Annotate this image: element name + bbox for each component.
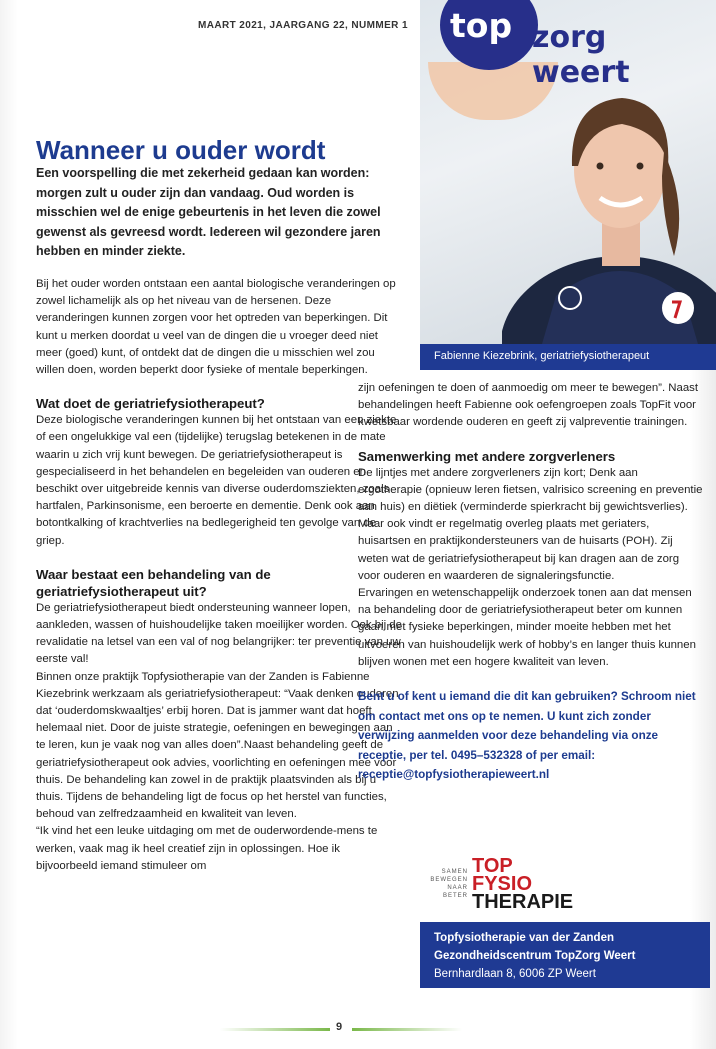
logo-therapie: THERAPIE [472, 891, 574, 913]
footer-rule-left [220, 1028, 330, 1031]
footer-rule-right [352, 1028, 462, 1031]
logo-top: TOP [472, 855, 513, 877]
health-centre-name: Gezondheidscentrum TopZorg Weert [434, 950, 636, 962]
contact-call-to-action: Bent u of kent u iemand die dit kan gebruiken? Schroom niet om contact met ons op te nemen. U kunt zich zonder verwijzing aanmelden voor deze behandeling via onze receptie, per tel. 0495–532328 of per email: receptie@topfysiotherapieweert.nl [358, 690, 696, 782]
paragraph-specialist: Deze biologische veranderingen kunnen bij het ontstaan van een ziekte of een ongelukkige val een (tijdelijke) terugslag betekenen in de mate waarin u zich vrij kunt bewegen. De geriatriefysiotherapeut is gespecialiseerd in het behandelen en begeleiden van ouderen en beschikt over uitgebreide kennis van diverse ouderdomsziekten, zoals hartfalen, Parkinsonisme, een beroerte en dementie. Denk ook aan botontkalking of krachtverlies na bedlegerigheid ten gevolge van de griep. [36, 414, 397, 547]
logo-tagline: SAMEN BEWEGEN NAAR BETER [430, 869, 468, 899]
photo-caption: Fabienne Kiezebrink, geriatriefysiotherapeut [434, 350, 650, 362]
article-intro: Een voorspelling die met zekerheid gedaan kan worden: morgen zult u ouder zijn dan vandaag. Oud worden is misschien wel de enige gebeurtenis in het leven die zowel gewenst als gevreesd wordt. Iedereen wil gezondere jaren hebben en minder ziekte. [36, 166, 381, 259]
address-box [420, 922, 710, 988]
issue-header: MAART 2021, JAARGANG 22, NUMMER 1 [198, 20, 408, 31]
topzorg-weert-logo [428, 2, 706, 90]
person-illustration [502, 66, 716, 344]
street-address: Bernhardlaan 8, 6006 ZP Weert [434, 968, 596, 980]
paragraph-aging-changes: Bij het ouder worden ontstaan een aantal biologische veranderingen op zowel lichamelijk als op het niveau van de hersenen. Deze veranderingen kunnen zorgen voor het optreden van beperkingen. Dit kunt u merken doordat u veel van de dingen die u vroeger deed niet meer (goed) kunt, of ontdekt dat de dingen die u misschien wel zou willen doen, worden beperkt door fysieke of mentale beperkingen. [36, 278, 396, 377]
article-title: Wanneer u ouder wordt [36, 135, 326, 166]
logo-fysio: FYSIO [472, 873, 533, 895]
photo-caption-bar [420, 344, 716, 370]
left-column [36, 276, 404, 875]
heading-collaboration: Samenwerking met andere zorgverleners [358, 448, 616, 464]
paragraph-quote-start: “Ik vind het een leuke uitdaging om met de ouderwordende-mens te werken, vaak mag ik heel creatief zijn in oplossingen. Hoe ik bijvoorbeeld iemand stimuleer om [36, 825, 378, 872]
right-column [358, 380, 704, 785]
topfysiotherapie-logo [420, 856, 630, 916]
paragraph-research: Ervaringen en wetenschappelijk onderzoek tonen aan dat mensen na behandeling door de geriatriefysiotherapeut beter om kunnen gaan met fysieke beperkingen, minder moeite hebben met het uitvoeren van huishoudelijk werk of hobby’s en langer thuis kunnen blijven wonen met een hogere kwaliteit van leven. [358, 587, 696, 668]
heading-what-does: Wat doet de geriatriefysiotherapeut? [36, 396, 265, 412]
paragraph-support: De geriatriefysiotherapeut biedt ondersteuning wanneer lopen, aankleden, wassen of huishoudelijke taken moeilijker worden. Ook bij de revalidatie na letsel van een val of nog belangrijker: ter preventie van uw eerste val! [36, 601, 402, 666]
practice-name: Topfysiotherapie van der Zanden [434, 932, 614, 944]
logo-top-text: top [450, 6, 513, 45]
heading-treatment: Waar bestaat een behandeling van de geriatriefysiotherapeut uit? [36, 566, 271, 599]
logo-zorg-text: zorg weert [532, 20, 630, 90]
paragraph-practice: Binnen onze praktijk Topfysiotherapie van der Zanden is Fabienne Kiezebrink werkzaam als geriatriefysiotherapeut: “Vaak denken ouderen dat ‘ouderdomskwaaltjes’ erbij horen. Dat is jammer want dat hoeft helemaal niet. Door de juiste strategie, oefeningen en bewegingen aan te leren, kun je vaak nog van alles doen”.Naast behandeling geeft de geriatriefysiotherapeut ook advies, voorlichting en oefeningen mee voor thuis. De behandeling kan zowel in de praktijk plaatsvinden als bij u thuis. Tijdens de behandeling ligt de focus op het herstel van functies, behoud van zelfredzaamheid en kwaliteit van leven. [36, 670, 399, 821]
page-number: 9 [336, 1021, 343, 1033]
paragraph-collaboration: De lijntjes met andere zorgverleners zijn kort; Denk aan ergotherapie (opnieuw leren fietsen, valrisico screening en preventie aan huis) en diëtiek (verminderde spierkracht bij gewichtsverlies). Maar ook vindt er regelmatig overleg plaats met geriaters, huisartsen en praktijkondersteuners van de huisarts (POH). Zij weten wat de geriatriefysiotherapeut bij kan dragen aan de zorg voor ouderen en waarderen de signaleringsfunctie. [358, 466, 703, 582]
portrait-photo [420, 0, 716, 344]
paragraph-quote-end: zijn oefeningen te doen of aanmoedig om meer te bewegen”. Naast behandelingen heeft Fabienne ook oefengroepen zoals TopFit voor kwetsbaar wordende ouderen en geeft zij valpreventie trainingen. [358, 382, 699, 429]
